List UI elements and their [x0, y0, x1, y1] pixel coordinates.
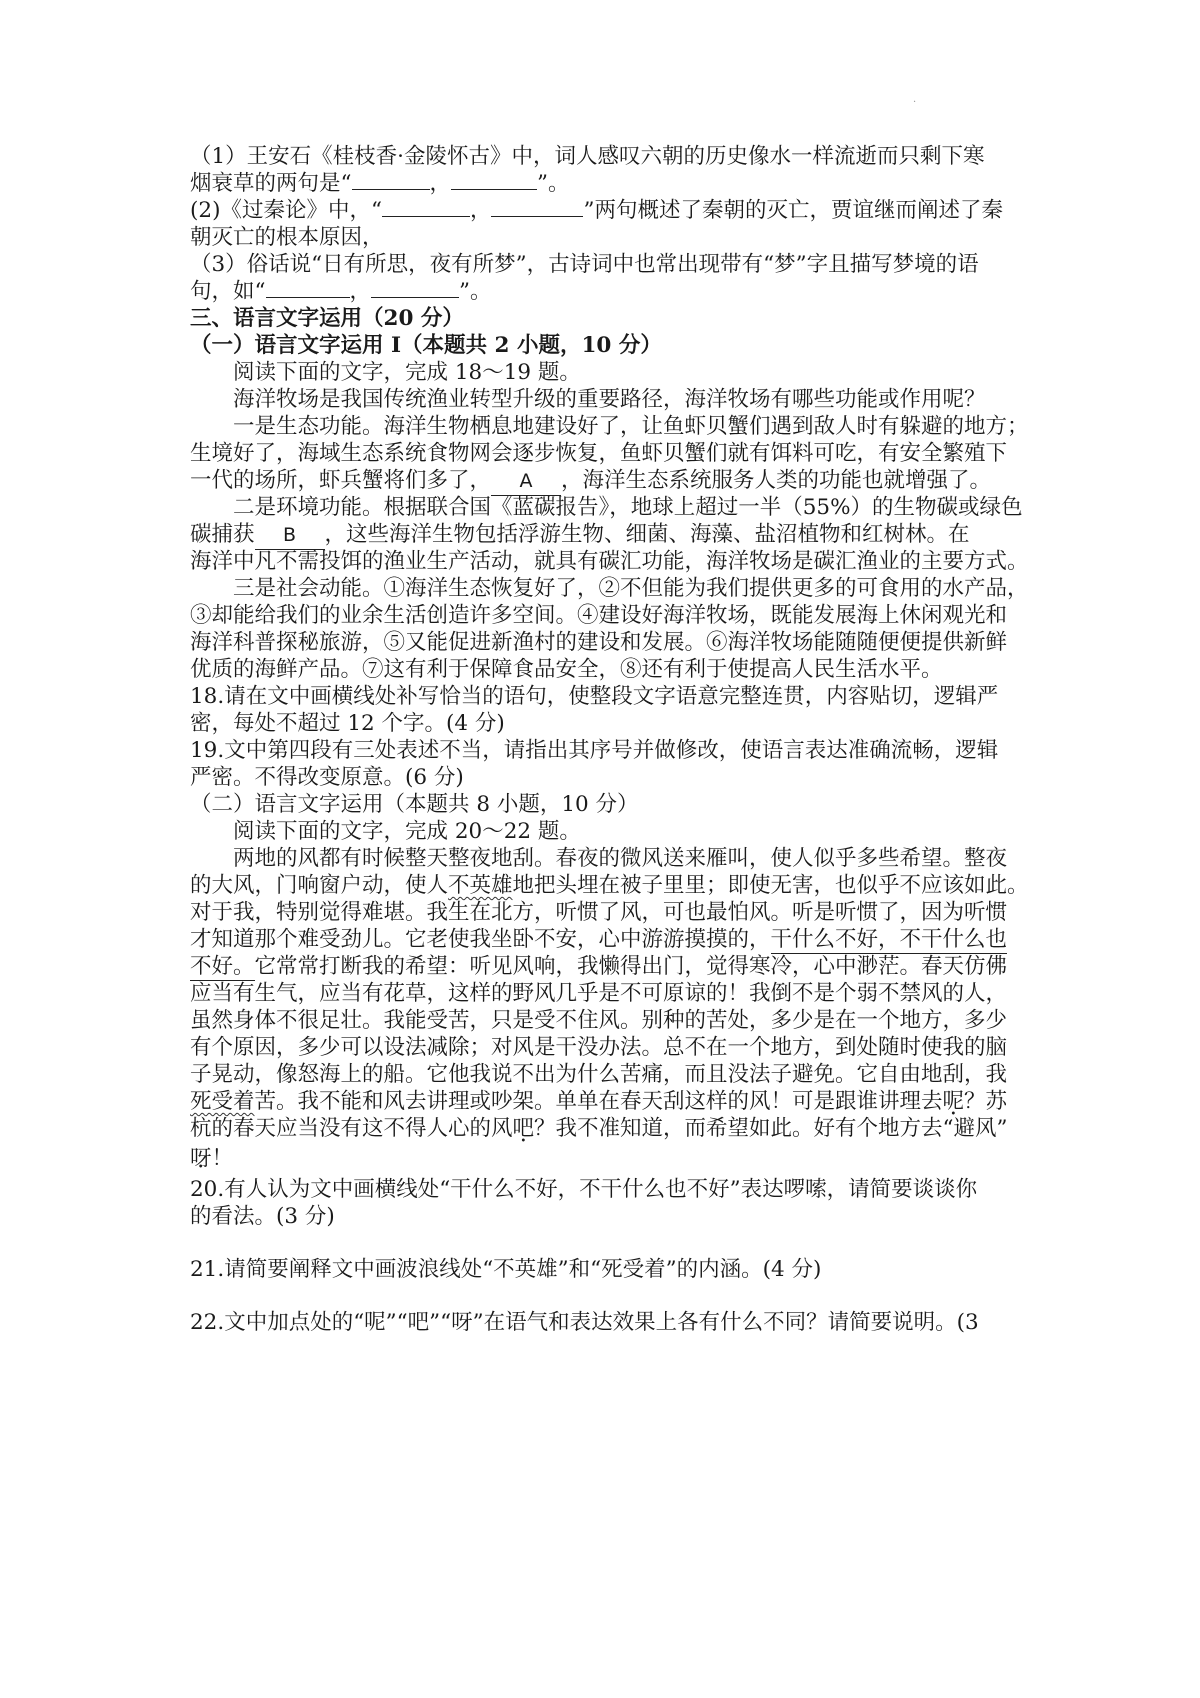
- answer-blank[interactable]: [491, 198, 583, 217]
- passage1-para4-line3: 海洋科普探秘旅游，⑤又能促进新渔村的建设和发展。⑥海洋牧场能随随便便提供新鲜: [190, 630, 1008, 655]
- q2-line1: (2)《过秦论》中，“ ， ”两句概述了秦朝的灭亡，贾谊继而阐述了秦: [190, 198, 1003, 223]
- reading-instruction-2: 阅读下面的文字，完成 20～22 题。: [233, 819, 581, 844]
- q1-line1: （1）王安石《桂枝香·金陵怀古》中，词人感叹六朝的历史像水一样流逝而只剩下寒: [190, 144, 985, 169]
- passage1-para4-line4: 优质的海鲜产品。⑦这有利于保障食品安全，⑧还有利于使提高人民生活水平。: [190, 657, 943, 682]
- q2-line2: 朝灭亡的根本原因，: [190, 225, 384, 250]
- reading-instruction-1: 阅读下面的文字，完成 18～19 题。: [233, 360, 581, 385]
- passage1-para4-line2: ③却能给我们的业余生活创造许多空间。④建设好海洋牧场，既能发展海上休闲观光和: [190, 603, 1008, 628]
- passage2-line6: 应当有生气，应当有花草，这样的野风几乎是不可原谅的！我倒不是个弱不禁风的人，: [190, 981, 1008, 1006]
- answer-space: [190, 1230, 1030, 1256]
- underlined-phrase: 干什么不好，不干什么也: [770, 927, 1008, 952]
- section-heading: 三、语言文字运用（20 分）: [190, 306, 464, 331]
- blank-a[interactable]: A: [491, 468, 561, 496]
- blank-b[interactable]: B: [255, 522, 325, 550]
- passage2-line9: 子晃动，像怒海上的船。它他我说不出为什么苦痛，而且没法子避免。它自由地刮，我: [190, 1062, 1008, 1087]
- scan-speck: ·: [913, 97, 917, 108]
- answer-blank[interactable]: [451, 171, 537, 190]
- passage2-line11: 杭的春天应当没有这不得人心的风吧？我不准知道，而希望如此。好有个地方去“避风”: [190, 1116, 1008, 1141]
- dotted-word-ya: 呀: [190, 1146, 212, 1171]
- passage1-para3-line2: 碳捕获 B ，这些海洋生物包括浮游生物、细菌、海藻、盐沼植物和红树林。在: [190, 521, 1030, 548]
- question-20-line1: 20.有人认为文中画横线处“干什么不好，不干什么也不好”表达啰嗦，请简要谈谈你: [190, 1177, 978, 1202]
- passage2-line2: 的大风，门响窗户动，使人不英雄地把头埋在被子里里；即使无害，也似乎不应该如此。: [190, 873, 1029, 898]
- exam-page: [190, 143, 1030, 1336]
- wavy-underlined-phrase: 死受着: [190, 1089, 255, 1114]
- question-21: 21.请简要阐释文中画波浪线处“不英雄”和“死受着”的内涵。(4 分): [190, 1257, 822, 1282]
- q3-line1: （3）俗话说“日有所思，夜有所梦”，古诗词中也常出现带有“梦”字且描写梦境的语: [190, 252, 979, 277]
- passage2-line3: 对于我，特别觉得难堪。我生在北方，听惯了风，可也最怕风。听是听惯了，因为听惯: [190, 900, 1008, 925]
- dotted-word-ba: 吧: [512, 1116, 535, 1141]
- passage2-line12: 呀！: [190, 1146, 234, 1171]
- passage1-para3-line3: 海洋中凡不需投饵的渔业生产活动，就具有碳汇功能，海洋牧场是碳汇渔业的主要方式。: [190, 549, 1029, 574]
- question-19-line2: 严密。不得改变原意。(6 分): [190, 765, 464, 790]
- question-18-line1: 18.请在文中画横线处补写恰当的语句，使整段文字语意完整连贯，内容贴切，逻辑严: [190, 684, 999, 709]
- passage2-line10: 死受着苦。我不能和风去讲理或吵架。单单在春天刮这样的风！可是跟谁讲理去呢？苏: [190, 1089, 1008, 1114]
- question-19-line1: 19.文中第四段有三处表述不当，请指出其序号并做修改，使语言表达准确流畅，逻辑: [190, 738, 999, 763]
- underlined-phrase: 不好。: [190, 954, 255, 979]
- passage1-para1: 海洋牧场是我国传统渔业转型升级的重要路径，海洋牧场有哪些功能或作用呢？: [233, 387, 986, 412]
- passage2-line7: 虽然身体不很足壮。我能受苦，只是受不住风。别种的苦处，多少是在一个地方，多少: [190, 1008, 1008, 1033]
- question-20-line2: 的看法。(3 分): [190, 1204, 335, 1229]
- answer-space: [190, 1283, 1030, 1309]
- question-18-line2: 密，每处不超过 12 个字。(4 分): [190, 711, 505, 736]
- q3-line2: 句，如“ ， ”。: [190, 279, 492, 304]
- answer-blank[interactable]: [266, 279, 350, 298]
- passage2-line1: 两地的风都有时候整天整夜地刮。春夜的微风送来雁叫，使人似乎多些希望。整夜: [233, 846, 1008, 871]
- subsection-heading-2: （二）语言文字运用（本题共 8 小题，10 分）: [190, 792, 639, 817]
- answer-blank[interactable]: [352, 171, 430, 190]
- passage2-line8: 有个原因，多少可以设法减除；对风是干没办法。总不在一个地方，到处随时使我的脑: [190, 1035, 1008, 1060]
- q1-line2: 烟衰草的两句是“ ， ”。: [190, 171, 570, 196]
- passage1-para3-line1: 二是环境功能。根据联合国《蓝碳报告》，地球上超过一半（55%）的生物碳或绿色: [233, 495, 1023, 520]
- answer-blank[interactable]: [382, 198, 470, 217]
- answer-blank[interactable]: [371, 279, 459, 298]
- passage1-para2-line2: 生境好了，海域生态系统食物网会逐步恢复，鱼虾贝蟹们就有饵料可吃，有安全繁殖下: [190, 441, 1008, 466]
- passage1-para2-line3: 一代的场所，虾兵蟹将们多了， A ，海洋生态系统服务人类的功能也就增强了。: [190, 467, 1030, 494]
- passage2-line4: 才知道那个难受劲儿。它老使我坐卧不安，心中游游摸摸的，干什么不好，不干什么也: [190, 927, 1008, 952]
- passage1-para2-line1: 一是生态功能。海洋生物栖息地建设好了，让鱼虾贝蟹们遇到敌人时有躲避的地方；: [233, 414, 1029, 439]
- subsection-heading-1: （一）语言文字运用 I（本题共 2 小题，10 分）: [190, 333, 662, 358]
- question-22: 22.文中加点处的“呢”“吧”“呀”在语气和表达效果上各有什么不同？请简要说明。(3: [190, 1310, 979, 1335]
- passage2-line5: 不好。它常常打断我的希望：听见风响，我懒得出门，觉得寒冷，心中渺茫。春天仿佛: [190, 954, 1008, 979]
- dotted-word-ne: 呢: [942, 1089, 965, 1114]
- wavy-underlined-phrase: 不英雄: [448, 873, 513, 898]
- passage1-para4-line1: 三是社会动能。①海洋生态恢复好了，②不但能为我们提供更多的可食用的水产品，: [233, 576, 1029, 601]
